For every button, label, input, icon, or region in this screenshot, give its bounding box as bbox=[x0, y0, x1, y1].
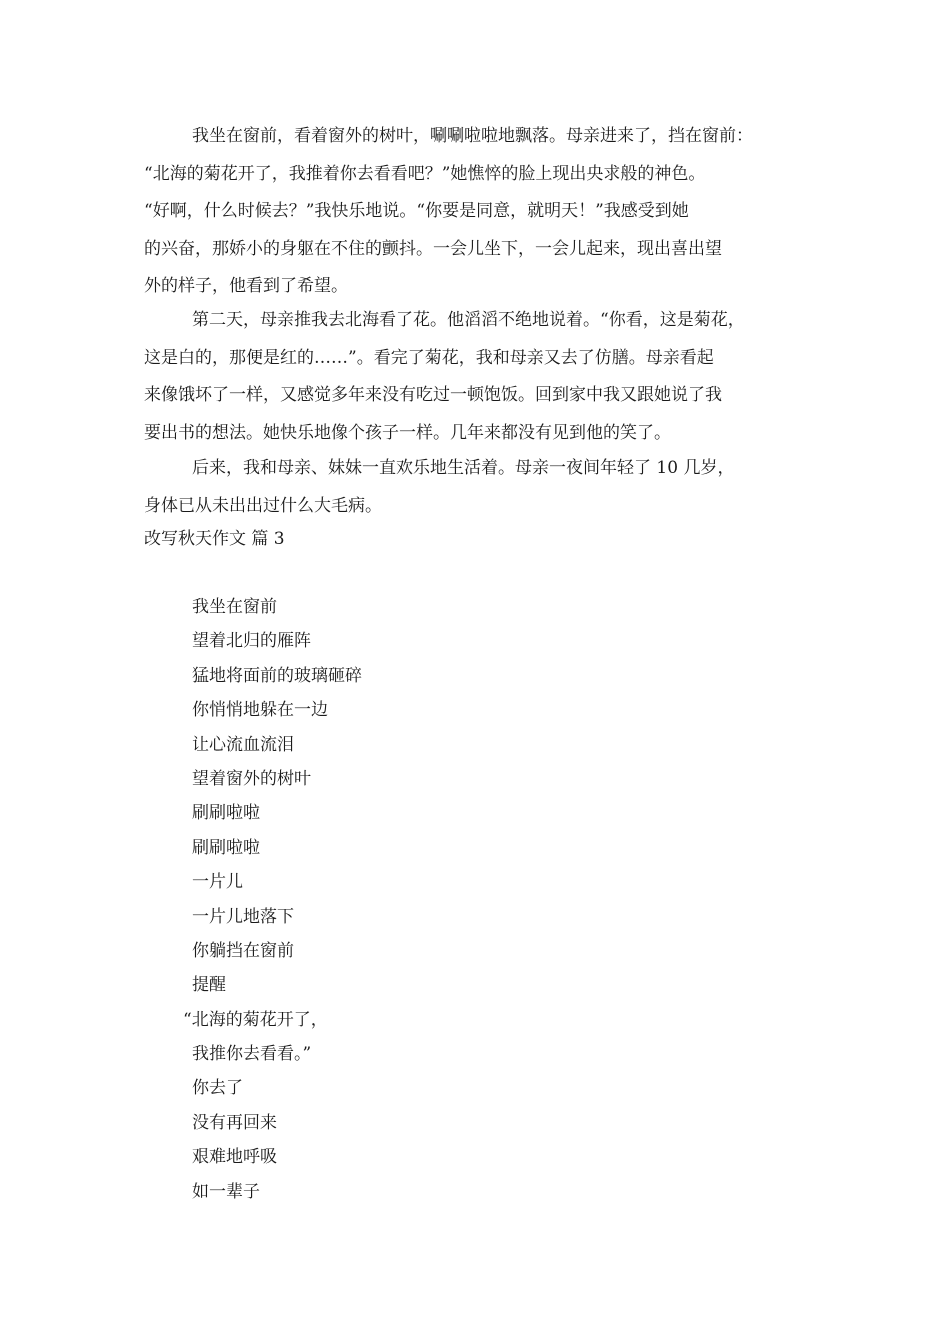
poem-line: 刷刷啦啦 bbox=[192, 837, 260, 858]
poem-line: 你躺挡在窗前 bbox=[192, 940, 294, 961]
poem-line: 我坐在窗前 bbox=[192, 597, 277, 617]
poem-line: 望着窗外的树叶 bbox=[192, 768, 311, 789]
paragraph-line: 外的样子，他看到了希望。 bbox=[144, 276, 348, 296]
poem-line: 我推你去看看。” bbox=[192, 1044, 312, 1065]
paragraph-line: 要出书的想法。她快乐地像个孩子一样。几年来都没有见到他的笑了。 bbox=[144, 422, 671, 443]
section-heading: 改写秋天作文 篇 3 bbox=[144, 529, 285, 549]
paragraph-line: 后来，我和母亲、妹妹一直欢乐地生活着。母亲一夜间年轻了 10 几岁， bbox=[192, 458, 735, 478]
poem-line: 望着北归的雁阵 bbox=[192, 631, 311, 652]
poem-line: 你去了 bbox=[192, 1078, 243, 1099]
paragraph-line: “北海的菊花开了，我推着你去看看吧？”她憔悴的脸上现出央求般的神色。 bbox=[144, 163, 706, 184]
paragraph-line: 第二天，母亲推我去北海看了花。他滔滔不绝地说着。“你看，这是菊花， bbox=[192, 310, 745, 330]
paragraph-line: 我坐在窗前，看着窗外的树叶，唰唰啦啦地飘落。母亲进来了，挡在窗前： bbox=[192, 126, 753, 146]
poem-line: 一片儿 bbox=[192, 872, 243, 893]
poem-line: 如一辈子 bbox=[192, 1181, 260, 1202]
paragraph-1 bbox=[144, 118, 819, 306]
poem bbox=[183, 590, 362, 1209]
paragraph-line: 来像饿坏了一样，又感觉多年来没有吃过一顿饱饭。回到家中我又跟她说了我 bbox=[144, 385, 722, 405]
poem-line: 刷刷啦啦 bbox=[192, 803, 260, 824]
poem-line: “北海的菊花开了， bbox=[183, 1009, 328, 1030]
poem-line: 一片儿地落下 bbox=[192, 906, 294, 927]
paragraph-line: 身体已从未出出过什么大毛病。 bbox=[144, 495, 382, 516]
poem-line: 提醒 bbox=[192, 975, 226, 996]
paragraph-line: “好啊，什么时候去？”我快乐地说。“你要是同意，就明天！”我感受到她 bbox=[144, 201, 689, 221]
poem-line: 你悄悄地躲在一边 bbox=[192, 700, 328, 721]
paragraph-line: 这是白的，那便是红的……”。看完了菊花，我和母亲又去了仿膳。母亲看起 bbox=[144, 347, 714, 368]
paragraph-line: 的兴奋，那娇小的身躯在不住的颤抖。一会儿坐下，一会儿起来，现出喜出望 bbox=[144, 238, 722, 259]
paragraph-3 bbox=[144, 450, 819, 525]
poem-line: 没有再回来 bbox=[192, 1112, 277, 1133]
poem-line: 艰难地呼吸 bbox=[192, 1147, 277, 1168]
poem-line: 让心流血流泪 bbox=[192, 734, 294, 755]
paragraph-2 bbox=[144, 302, 819, 452]
poem-line: 猛地将面前的玻璃砸碎 bbox=[192, 665, 362, 686]
